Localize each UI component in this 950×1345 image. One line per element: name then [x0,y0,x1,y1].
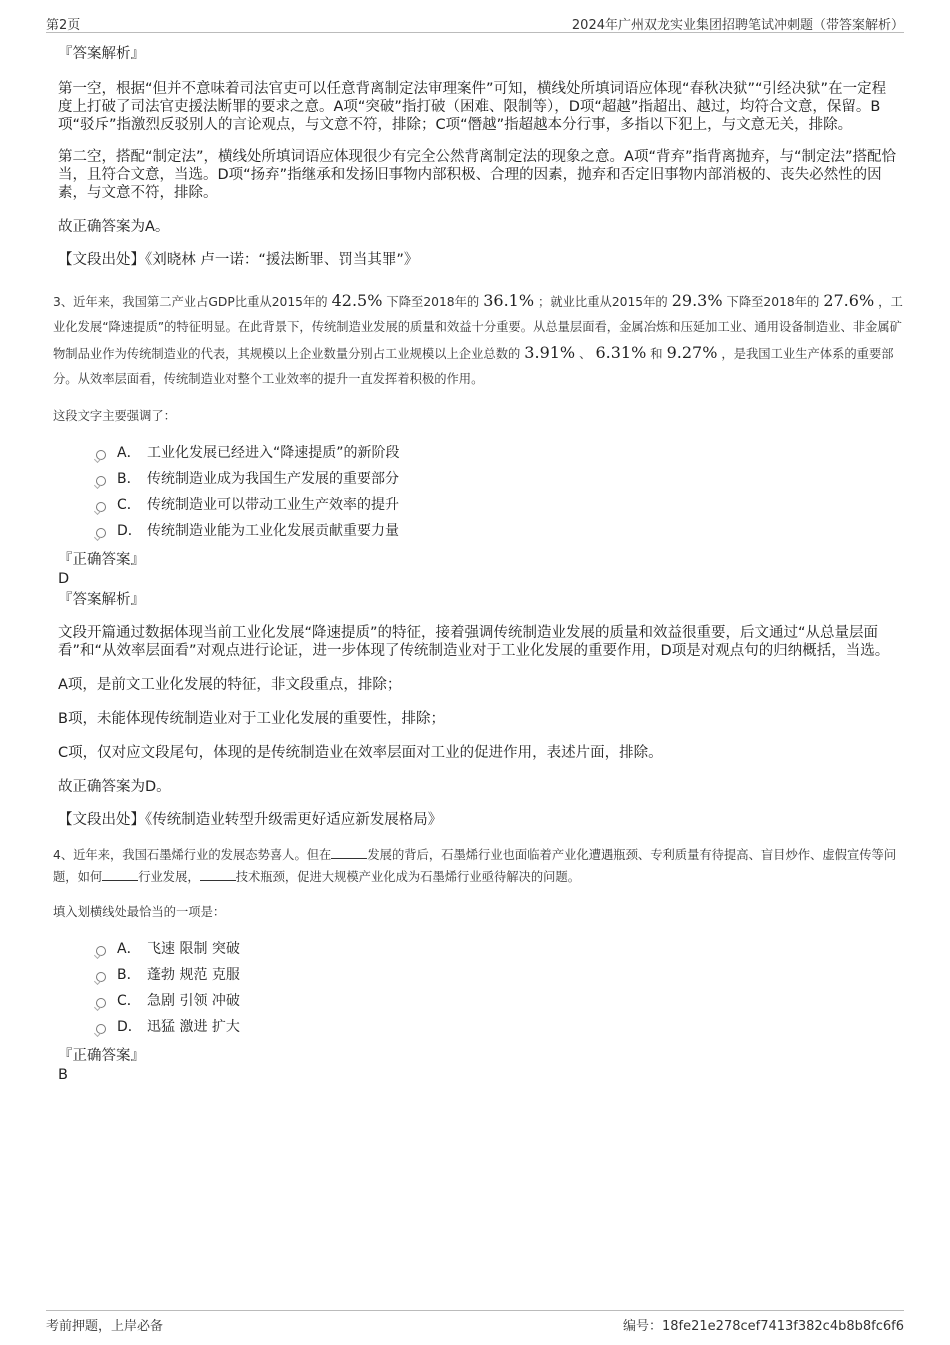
analysis-paragraph: C项，仅对应文段尾句，体现的是传统制造业在效率层面对工业的促进作用，表述片面，排除。 [58,745,663,761]
math-value: 42.5% [331,291,383,310]
analysis-paragraph: B项，未能体现传统制造业对于工业化发展的重要性，排除； [58,711,445,727]
page-header [46,12,904,33]
radio-icon[interactable] [96,528,106,538]
blank-line [102,868,138,881]
math-value: 36.1% [483,291,535,310]
question-stem: 这段文字主要强调了： [53,409,176,423]
correct-answer-label: 『正确答案』 [58,552,145,568]
radio-icon[interactable] [96,946,106,956]
blank-line [200,868,236,881]
question-text-segment: ，是我国工业生产体系的重要部分。从效率层面看，传统制造业对整个工业效率的提升一直发挥着积极的作用。 [53,347,894,386]
analysis-conclusion: 故正确答案为A。 [58,219,170,235]
option-text: 工业化发展已经进入“降速提质”的新阶段 [147,445,400,461]
math-value: 6.31% [595,343,647,362]
footer-slogan: 考前押题，上岸必备 [46,1319,164,1334]
question-text-segment: 、 [579,347,592,361]
correct-answer: D [58,571,70,587]
document-id: 编号：18fe21e278cef7413f382c4b8b8fc6f6 [623,1319,904,1334]
radio-icon[interactable] [96,476,106,486]
radio-icon[interactable] [96,1024,106,1034]
option-c[interactable] [96,988,900,1014]
option-text: 蓬勃 规范 克服 [147,967,240,983]
question-text-segment: 下降至2018年的 [386,295,480,309]
analysis-paragraph: 第二空，搭配“制定法”，横线处所填词语应体现很少有完全公然背离制定法的现象之意。A项“背弃”指背离抛弃，与“制定法”搭配恰当，且符合文意，当选。D项“扬弃”指继承和发扬旧事物内部积极、合理的因素，抛弃和否定旧事物内部消极的、丧失必然性的因素，与文意不符，排除。 [58,149,896,201]
option-letter: D． [117,1019,142,1035]
option-b[interactable] [96,466,900,492]
document-title: 2024年广州双龙实业集团招聘笔试冲刺题（带答案解析） [571,18,904,33]
analysis-paragraph: 文段开篇通过数据体现当前工业化发展“降速提质”的特征，接着强调传统制造业发展的质量和效益很重要，后文通过“从总量层面看”和“从效率层面看”对观点进行论证，进一步体现了传统制造业对于工业化发展的重要作用，D项是对观点句的归纳概括，当选。 [58,625,890,659]
question-4-text [53,844,903,888]
page-footer [46,1310,904,1335]
option-letter: B． [117,471,141,487]
analysis-paragraph: A项，是前文工业化发展的特征，非文段重点，排除； [58,677,402,693]
option-letter: C． [117,993,141,1009]
option-d[interactable] [96,518,900,544]
option-c[interactable] [96,492,900,518]
question-text-segment: 技术瓶颈，促进大规模产业化成为石墨烯行业亟待解决的问题。 [235,870,581,884]
option-letter: A． [117,941,141,957]
radio-icon[interactable] [96,972,106,982]
option-text: 急剧 引领 冲破 [147,993,240,1009]
analysis-label: 『答案解析』 [58,46,145,62]
math-value: 27.6% [823,291,875,310]
passage-source: 【文段出处】《传统制造业转型升级需更好适应新发展格局》 [58,812,443,828]
option-text: 飞速 限制 突破 [147,941,240,957]
option-letter: A． [117,445,141,461]
math-value: 3.91% [524,343,576,362]
radio-icon[interactable] [96,998,106,1008]
passage-source: 【文段出处】《刘晓林 卢一诺：“援法断罪、罚当其罪”》 [58,252,419,268]
option-text: 迅猛 激进 扩大 [147,1019,240,1035]
option-a[interactable] [96,936,900,962]
page-content [53,44,903,1084]
option-letter: C． [117,497,141,513]
option-letter: B． [117,967,141,983]
question-text-segment: 下降至2018年的 [726,295,820,309]
option-text: 传统制造业成为我国生产发展的重要部分 [147,471,399,487]
correct-answer: B [58,1067,68,1083]
page-number: 第2页 [46,18,81,33]
analysis-paragraph: 第一空，根据“但并不意味着司法官吏可以任意背离制定法审理案件”可知，横线处所填词语应体现“春秋决狱”“引经决狱”在一定程度上打破了司法官吏援法断罪的要求之意。A项“突破”指打破（困难、限制等），D项“超越”指超出、越过，均符合文意，保留。B项“驳斥”指激烈反驳别人的言论观点，与文意不符，排除；C项“僭越”指超越本分行事，多指以下犯上，与文意无关，排除。 [58,81,887,133]
question-4-options [58,936,900,1040]
question-text-segment: 发展的背后，石墨烯行业也面临着产业化遭遇瓶颈、专利质量有待提高、盲目炒作、虚假宣传等问题，如何 [53,848,897,884]
math-value: 29.3% [671,291,723,310]
analysis-label: 『答案解析』 [58,592,145,608]
option-text: 传统制造业可以带动工业生产效率的提升 [147,497,399,513]
option-d[interactable] [96,1014,900,1040]
blank-line [331,846,367,859]
question-text-segment: 行业发展， [138,870,200,884]
question-3-text [53,288,903,392]
radio-icon[interactable] [96,502,106,512]
analysis-conclusion: 故正确答案为D。 [58,779,171,795]
question-text-segment: ，工业化发展“降速提质”的特征明显。在此背景下，传统制造业发展的质量和效益十分重要。从总量层面看，金属冶炼和压延加工业、通用设备制造业、非金属矿物制品业作为传统制造业的代表，其规模以上企业数量分别占工业规模以上企业总数的 [53,295,903,361]
question-text-segment: 和 [650,347,663,361]
question-text-segment: 3、近年来，我国第二产业占GDP比重从2015年的 [53,295,328,309]
correct-answer-label: 『正确答案』 [58,1048,145,1064]
math-value: 9.27% [666,343,718,362]
radio-icon[interactable] [96,450,106,460]
question-3-options [58,440,900,544]
question-text-segment: 4、近年来，我国石墨烯行业的发展态势喜人。但在 [53,848,332,862]
question-text-segment: ；就业比重从2015年的 [538,295,668,309]
option-a[interactable] [96,440,900,466]
option-text: 传统制造业能为工业化发展贡献重要力量 [147,523,399,539]
option-letter: D． [117,523,142,539]
option-b[interactable] [96,962,900,988]
question-stem: 填入划横线处最恰当的一项是： [53,905,226,919]
